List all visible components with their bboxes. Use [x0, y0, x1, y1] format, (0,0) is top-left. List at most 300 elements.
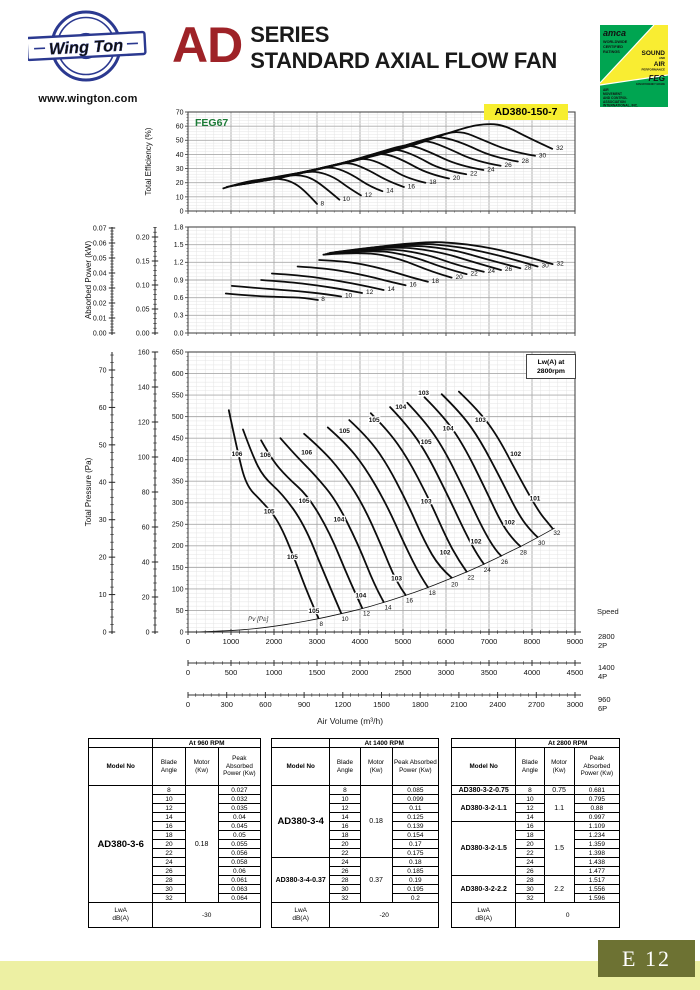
svg-text:0.20: 0.20: [135, 234, 150, 242]
amca-b2: MOVEMENT: [603, 92, 623, 96]
peak-power-cell: 0.17: [392, 840, 438, 849]
pressure-grid: [172, 349, 575, 636]
motor-kw-cell: 0.75: [544, 786, 574, 795]
table-row: [272, 786, 439, 795]
svg-text:0: 0: [185, 637, 191, 646]
svg-text:0: 0: [185, 668, 191, 677]
col-header-peak-power: Peak Absorbed Power (Kw): [392, 748, 438, 786]
lwa-line-1: Lw(A) at: [537, 359, 565, 366]
svg-text:3000: 3000: [437, 668, 455, 677]
blade-angle-cell: 26: [153, 867, 185, 876]
lwa-legend-box: [526, 354, 576, 379]
peak-power-cell: 0.04: [218, 813, 260, 822]
svg-text:60: 60: [98, 404, 107, 412]
svg-text:10: 10: [341, 615, 349, 623]
svg-text:60: 60: [175, 123, 184, 131]
svg-text:0: 0: [179, 208, 184, 216]
motor-kw-cell: 0.18: [185, 786, 218, 903]
col-header-peak-power: Peak Absorbed Power (Kw): [218, 748, 260, 786]
blade-angle-cell: 20: [153, 840, 185, 849]
amca-performance: PERFORMANCE: [641, 67, 665, 72]
svg-text:12: 12: [362, 610, 370, 618]
col-header-motor: Motor (Kw): [544, 748, 574, 786]
svg-text:14: 14: [387, 286, 395, 294]
svg-text:30: 30: [541, 262, 549, 270]
spec-table-1: [88, 738, 261, 928]
peak-power-cell: 1.556: [574, 885, 619, 894]
lwa-value-cell: -30: [153, 903, 261, 928]
svg-text:103: 103: [391, 575, 402, 583]
svg-text:450: 450: [171, 435, 184, 443]
blade-angle-cell: 12: [516, 804, 544, 813]
svg-text:100: 100: [171, 586, 184, 594]
peak-power-cell: 0.056: [218, 849, 260, 858]
svg-text:140: 140: [137, 384, 150, 392]
blade-angle-cell: 32: [330, 894, 360, 903]
svg-text:1.2: 1.2: [173, 259, 184, 267]
svg-text:500: 500: [224, 668, 238, 677]
x-axis-title: Air Volume (m³/h): [316, 716, 384, 726]
feg-rating-label: FEG67: [195, 117, 229, 129]
svg-text:9000: 9000: [566, 637, 584, 646]
col-header-motor: Motor (Kw): [360, 748, 392, 786]
power-chart: [84, 241, 93, 320]
svg-text:105: 105: [287, 553, 298, 561]
svg-text:18: 18: [428, 589, 436, 597]
svg-text:Total Efficiency (%): Total Efficiency (%): [144, 127, 153, 196]
col-header-blade-angle: Blade Angle: [153, 748, 185, 786]
svg-text:0.15: 0.15: [135, 258, 150, 266]
blade-angle-cell: 32: [153, 894, 185, 903]
lwa-label-cell: LwA dB(A): [452, 903, 516, 928]
blade-angle-cell: 22: [153, 849, 185, 858]
motor-kw-cell: 1.5: [544, 822, 574, 876]
xaxis-1400: [186, 660, 615, 681]
svg-text:2P: 2P: [598, 641, 608, 650]
svg-text:0: 0: [185, 700, 191, 709]
svg-text:24: 24: [483, 567, 491, 575]
peak-power-cell: 0.997: [574, 813, 619, 822]
svg-text:0.01: 0.01: [92, 315, 107, 323]
table-header-row: [452, 748, 620, 786]
svg-text:1.5: 1.5: [173, 242, 184, 250]
svg-text:1000: 1000: [265, 668, 283, 677]
svg-text:14: 14: [386, 187, 394, 195]
peak-power-cell: 0.175: [392, 849, 438, 858]
amca-b1: AIR: [603, 88, 609, 92]
svg-text:106: 106: [301, 449, 313, 457]
peak-power-cell: 0.058: [218, 858, 260, 867]
peak-power-cell: 1.234: [574, 831, 619, 840]
svg-text:28: 28: [519, 549, 527, 557]
efficiency-chart: [144, 127, 153, 195]
table-footer-row: [272, 903, 439, 928]
blade-angle-cell: 26: [330, 867, 360, 876]
page-number: E 12: [598, 940, 695, 977]
svg-text:105: 105: [368, 416, 380, 424]
table-row: [452, 822, 620, 831]
peak-power-cell: 0.11: [392, 804, 438, 813]
svg-text:104: 104: [355, 592, 367, 600]
svg-text:120: 120: [137, 419, 150, 427]
svg-text:103: 103: [418, 390, 430, 398]
peak-power-cell: 0.027: [218, 786, 260, 795]
xaxis-960: [186, 692, 611, 713]
svg-text:24: 24: [487, 166, 495, 174]
svg-text:12: 12: [366, 289, 374, 297]
spec-table-2: [271, 738, 439, 928]
amca-and: AND: [658, 56, 665, 60]
peak-power-cell: 0.681: [574, 786, 619, 795]
svg-text:4000: 4000: [351, 637, 369, 646]
svg-text:26: 26: [504, 266, 513, 274]
col-header-motor: Motor (Kw): [185, 748, 218, 786]
peak-power-cell: 0.055: [218, 840, 260, 849]
svg-text:0.00: 0.00: [135, 330, 150, 338]
pressure-side-scale-1: [99, 352, 115, 636]
svg-text:20: 20: [175, 180, 184, 188]
peak-power-cell: 0.064: [218, 894, 260, 903]
table-title-row: [452, 739, 620, 748]
svg-text:8: 8: [319, 620, 324, 628]
svg-text:60: 60: [141, 524, 150, 532]
blade-angle-cell: 14: [330, 813, 360, 822]
svg-text:50: 50: [98, 442, 107, 450]
table-title-row: [272, 739, 439, 748]
title-spacer: [89, 739, 153, 748]
footer-strip: [0, 961, 700, 990]
blade-angle-cell: 10: [516, 795, 544, 804]
svg-text:0: 0: [145, 629, 150, 637]
model-no-cell: AD380-3-6: [89, 786, 153, 903]
svg-text:400: 400: [171, 457, 184, 465]
blade-angle-cell: 22: [516, 849, 544, 858]
amca-ratings: RATINGS: [603, 50, 620, 54]
blade-angle-cell: 18: [153, 831, 185, 840]
svg-text:5000: 5000: [394, 637, 412, 646]
rpm-title: At 960 RPM: [153, 739, 261, 748]
svg-text:4500: 4500: [566, 668, 584, 677]
svg-text:20: 20: [141, 594, 150, 602]
svg-text:104: 104: [442, 425, 454, 433]
model-no-cell: AD380-3-2-1.1: [452, 795, 516, 822]
peak-power-cell: 0.05: [218, 831, 260, 840]
efficiency-curve-16: [240, 163, 404, 187]
table-title-row: [89, 739, 261, 748]
svg-text:0.03: 0.03: [92, 285, 107, 293]
peak-power-cell: 0.061: [218, 876, 260, 885]
blade-angle-cell: 30: [330, 885, 360, 894]
blade-angle-cell: 22: [330, 849, 360, 858]
blade-angle-cell: 10: [330, 795, 360, 804]
col-header-peak-power: Peak Absorbed Power (Kw): [574, 748, 619, 786]
svg-text:6P: 6P: [598, 704, 608, 713]
blade-angle-cell: 8: [153, 786, 185, 795]
blade-angle-cell: 28: [153, 876, 185, 885]
svg-text:105: 105: [298, 497, 310, 505]
svg-text:26: 26: [500, 558, 508, 566]
blade-angle-cell: 32: [516, 894, 544, 903]
model-no-cell: AD380-3-2-1.5: [452, 822, 516, 876]
svg-text:104: 104: [395, 403, 407, 411]
col-header-blade-angle: Blade Angle: [516, 748, 544, 786]
svg-text:0.00: 0.00: [92, 330, 107, 338]
peak-power-cell: 0.099: [392, 795, 438, 804]
svg-text:0.04: 0.04: [92, 270, 107, 278]
blade-angle-cell: 8: [330, 786, 360, 795]
blade-angle-cell: 14: [153, 813, 185, 822]
svg-text:1800: 1800: [411, 700, 429, 709]
peak-power-cell: 1.477: [574, 867, 619, 876]
peak-power-cell: 0.88: [574, 804, 619, 813]
speed-column-title: Speed: [597, 607, 619, 616]
svg-text:0.0: 0.0: [173, 330, 184, 338]
peak-power-cell: 1.359: [574, 840, 619, 849]
svg-text:18: 18: [429, 179, 437, 187]
pressure-side-scale-2: [138, 349, 158, 636]
amca-feg: FEG: [648, 74, 665, 83]
svg-text:80: 80: [141, 489, 150, 497]
svg-text:106: 106: [259, 452, 271, 460]
col-header-blade-angle: Blade Angle: [330, 748, 360, 786]
blade-angle-cell: 10: [153, 795, 185, 804]
power-side-scale-2: [136, 227, 158, 337]
svg-text:32: 32: [556, 260, 564, 268]
svg-text:650: 650: [171, 349, 184, 357]
series-prefix: AD: [172, 17, 243, 73]
svg-text:16: 16: [405, 597, 413, 605]
table-row: [452, 786, 620, 795]
xaxis-2800: [186, 629, 615, 650]
peak-power-cell: 0.045: [218, 822, 260, 831]
svg-text:104: 104: [333, 516, 345, 524]
peak-power-cell: 0.195: [392, 885, 438, 894]
svg-text:10: 10: [175, 194, 184, 202]
svg-text:32: 32: [553, 530, 561, 538]
power-side-scale-1: [93, 225, 115, 337]
peak-power-cell: 0.185: [392, 867, 438, 876]
blade-angle-cell: 28: [330, 876, 360, 885]
svg-text:8000: 8000: [523, 637, 541, 646]
svg-text:12: 12: [364, 191, 372, 199]
amca-word: amca: [603, 28, 627, 38]
svg-text:160: 160: [137, 349, 150, 357]
blade-angle-cell: 24: [153, 858, 185, 867]
svg-text:50: 50: [175, 137, 184, 145]
svg-text:101: 101: [529, 495, 541, 503]
svg-text:50: 50: [175, 607, 184, 615]
svg-text:26: 26: [504, 162, 512, 170]
svg-text:2000: 2000: [351, 668, 369, 677]
col-header-model: Model No: [272, 748, 330, 786]
table-row: [452, 795, 620, 804]
model-no-cell: AD380-3-2-2.2: [452, 876, 516, 903]
svg-text:1500: 1500: [308, 668, 326, 677]
svg-text:1.8: 1.8: [173, 224, 184, 232]
svg-text:40: 40: [98, 479, 107, 487]
blade-angle-cell: 12: [330, 804, 360, 813]
blade-angle-cell: 20: [330, 840, 360, 849]
amca-b4: ASSOCIATION: [603, 100, 626, 104]
title-spacer: [452, 739, 516, 748]
svg-text:18: 18: [431, 277, 440, 285]
svg-text:70: 70: [175, 109, 184, 117]
rpm-title: At 2800 RPM: [516, 739, 620, 748]
table-header-row: [272, 748, 439, 786]
blade-angle-cell: 30: [153, 885, 185, 894]
title-line-2: STANDARD AXIAL FLOW FAN: [250, 48, 558, 73]
svg-text:900: 900: [297, 700, 311, 709]
pressure-curve-10: [243, 430, 341, 614]
peak-power-cell: 0.06: [218, 867, 260, 876]
svg-text:0.06: 0.06: [92, 240, 107, 248]
svg-text:300: 300: [220, 700, 233, 709]
table-row: [89, 786, 261, 795]
power-grid: [174, 224, 575, 337]
pressure-curve-20: [349, 420, 451, 578]
lwa-line-2: 2800rpm: [537, 368, 565, 375]
model-badge: AD380-150-7: [484, 104, 568, 120]
svg-text:3000: 3000: [566, 700, 584, 709]
svg-text:100: 100: [137, 454, 150, 462]
svg-text:30: 30: [175, 165, 184, 173]
svg-text:350: 350: [171, 478, 184, 486]
blade-angle-cell: 26: [516, 867, 544, 876]
amca-worldwide: WORLDWIDE: [603, 40, 628, 44]
amca-certified: CERTIFIED: [603, 45, 624, 49]
blade-angle-cell: 16: [153, 822, 185, 831]
svg-text:14: 14: [384, 604, 392, 612]
svg-text:22: 22: [470, 170, 478, 178]
svg-text:3500: 3500: [480, 668, 498, 677]
svg-text:3000: 3000: [308, 637, 326, 646]
svg-text:22: 22: [467, 574, 475, 582]
svg-text:4P: 4P: [598, 672, 608, 681]
svg-text:40: 40: [141, 559, 150, 567]
svg-text:10: 10: [98, 591, 107, 599]
svg-text:20: 20: [455, 273, 463, 281]
peak-power-cell: 1.398: [574, 849, 619, 858]
peak-power-cell: 0.18: [392, 858, 438, 867]
model-no-cell: AD380-3-4-0.37: [272, 858, 330, 903]
svg-text:28: 28: [521, 157, 529, 165]
lwa-label-cell: LwA dB(A): [89, 903, 153, 928]
svg-text:2700: 2700: [527, 700, 545, 709]
svg-text:0: 0: [179, 629, 184, 637]
svg-text:500: 500: [171, 414, 184, 422]
model-no-cell: AD380-3-2-0.75: [452, 786, 516, 795]
rpm-title: At 1400 RPM: [330, 739, 439, 748]
svg-text:70: 70: [98, 367, 107, 375]
svg-text:4000: 4000: [523, 668, 541, 677]
col-header-model: Model No: [452, 748, 516, 786]
svg-text:300: 300: [171, 500, 184, 508]
svg-text:2500: 2500: [394, 668, 412, 677]
table-row: [272, 858, 439, 867]
svg-text:0.9: 0.9: [173, 277, 184, 285]
peak-power-cell: 0.795: [574, 795, 619, 804]
lwa-value-cell: -20: [330, 903, 439, 928]
peak-power-cell: 0.035: [218, 804, 260, 813]
svg-text:22: 22: [470, 270, 478, 278]
amca-feg-sub: FAN EFFICIENCY GRADE: [636, 83, 665, 86]
blade-angle-cell: 24: [330, 858, 360, 867]
svg-text:1000: 1000: [222, 637, 240, 646]
table-row: [452, 876, 620, 885]
blade-angle-cell: 24: [516, 858, 544, 867]
table-header-row: [89, 748, 261, 786]
power-series: [226, 242, 564, 303]
blade-angle-cell: 16: [516, 822, 544, 831]
svg-text:2000: 2000: [265, 637, 283, 646]
svg-text:2400: 2400: [489, 700, 506, 709]
svg-text:600: 600: [259, 700, 272, 709]
blade-angle-cell: 14: [516, 813, 544, 822]
amca-sound: SOUND: [641, 50, 665, 57]
blade-angle-cell: 28: [516, 876, 544, 885]
svg-text:20: 20: [452, 174, 461, 182]
svg-text:0.6: 0.6: [173, 295, 184, 303]
svg-text:2100: 2100: [450, 700, 468, 709]
svg-text:6000: 6000: [437, 637, 455, 646]
efficiency-curve-24: [257, 146, 484, 182]
svg-text:105: 105: [308, 608, 320, 616]
peak-power-cell: 0.19: [392, 876, 438, 885]
svg-text:105: 105: [420, 439, 432, 447]
motor-kw-cell: 1.1: [544, 795, 574, 822]
peak-power-cell: 1.109: [574, 822, 619, 831]
svg-text:102: 102: [439, 549, 451, 557]
blade-angle-cell: 12: [153, 804, 185, 813]
svg-text:32: 32: [556, 145, 564, 153]
svg-text:24: 24: [487, 267, 495, 275]
blade-angle-cell: 30: [516, 885, 544, 894]
lwa-value-cell: 0: [516, 903, 620, 928]
svg-text:7000: 7000: [480, 637, 498, 646]
title-line-1: SERIES: [250, 22, 330, 47]
svg-text:0.07: 0.07: [92, 225, 107, 233]
svg-text:10: 10: [342, 196, 351, 204]
table-footer-row: [89, 903, 261, 928]
svg-text:0: 0: [102, 629, 107, 637]
table-footer-row: [452, 903, 620, 928]
blade-angle-cell: 18: [330, 831, 360, 840]
svg-text:Absorbed Power (kW): Absorbed Power (kW): [84, 240, 93, 320]
peak-power-cell: 0.2: [392, 894, 438, 903]
peak-power-cell: 0.154: [392, 831, 438, 840]
website-url: www.wington.com: [38, 93, 138, 105]
svg-text:16: 16: [407, 183, 415, 191]
svg-text:30: 30: [537, 539, 545, 547]
svg-text:102: 102: [470, 538, 482, 546]
svg-text:0.02: 0.02: [92, 300, 107, 308]
brand-name: Wing Ton: [48, 36, 124, 59]
blade-angle-cell: 18: [516, 831, 544, 840]
svg-text:200: 200: [171, 543, 184, 551]
svg-text:103: 103: [420, 498, 432, 506]
svg-text:1400: 1400: [598, 663, 615, 672]
svg-text:600: 600: [171, 370, 184, 378]
svg-text:8: 8: [321, 295, 325, 303]
svg-text:1200: 1200: [334, 700, 352, 709]
peak-power-cell: 0.063: [218, 885, 260, 894]
blade-angle-cell: 8: [516, 786, 544, 795]
svg-text:1500: 1500: [373, 700, 390, 709]
svg-text:8: 8: [320, 200, 325, 208]
motor-kw-cell: 0.18: [360, 786, 392, 858]
svg-text:102: 102: [510, 451, 522, 459]
svg-text:20: 20: [98, 554, 107, 562]
